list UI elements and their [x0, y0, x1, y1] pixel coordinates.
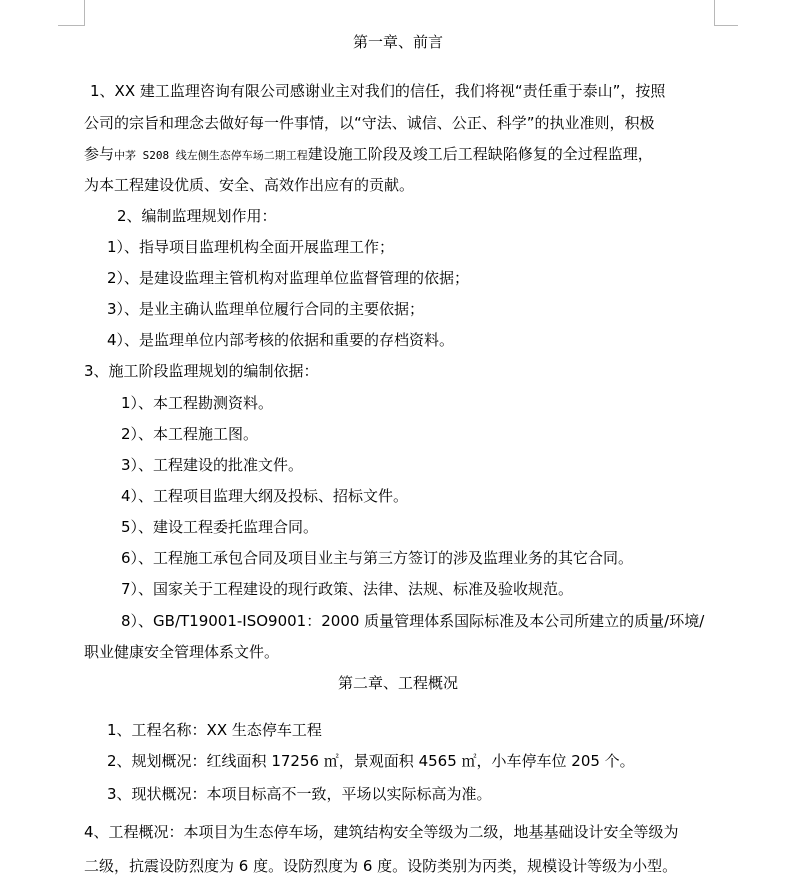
intro-line-4: 为本工程建设优质、安全、高效作出应有的贡献。 [84, 176, 415, 194]
intro-line-2: 公司的宗旨和理念去做好每一件事情，以“守法、诚信、公正、科学”的执业准则，积极 [84, 114, 655, 132]
overview-item-2: 2、规划概况：红线面积 17256 ㎡，景观面积 4565 ㎡，小车停车位 205 个。 [107, 752, 635, 770]
overview-item-3: 3、现状概况：本项目标高不一致，平场以实际标高为准。 [107, 785, 492, 803]
overview-p4-line-2: 二级，抗震设防烈度为 6 度。设防烈度为 6 度。设防类别为丙类，规模设计等级为小型。 [84, 857, 678, 875]
intro-line-1: 1、XX 建工监理咨询有限公司感谢业主对我们的信任，我们将视“责任重于泰山”，按照 [90, 82, 666, 100]
section3-item-3: 3）、工程建设的批准文件。 [121, 456, 304, 474]
intro-line-3-tail: 建设施工阶段及竣工后工程缺陷修复的全过程监理， [307, 145, 653, 163]
section2-item-3: 3）、是业主确认监理单位履行合同的主要依据； [107, 300, 425, 318]
section3-item-2: 2）、本工程施工图。 [121, 425, 259, 443]
crop-mark-top-left-vertical [84, 0, 85, 26]
section2-item-2: 2）、是建设监理主管机构对监理单位监督管理的依据； [107, 269, 470, 287]
section3-item-6: 6）、工程施工承包合同及项目业主与第三方签订的涉及监理业务的其它合同。 [121, 549, 634, 567]
section3-item-8: 8）、GB/T19001-ISO9001：2000 质量管理体系国际标准及本公司所建立的质量/环境/ [121, 612, 705, 630]
crop-mark-top-right-vertical [714, 0, 715, 26]
section2-title: 2、编制监理规划作用： [117, 207, 277, 225]
overview-item-1: 1、工程名称：XX 生态停车工程 [107, 721, 322, 739]
section3-item-8-cont: 职业健康安全管理体系文件。 [84, 643, 280, 661]
section3-item-7: 7）、国家关于工程建设的现行政策、法律、法规、标准及验收规范。 [121, 580, 574, 598]
section3-title: 3、施工阶段监理规划的编制依据： [84, 362, 319, 380]
section3-item-1: 1）、本工程勘测资料。 [121, 394, 274, 412]
section3-item-4: 4）、工程项目监理大纲及投标、招标文件。 [121, 487, 409, 505]
section2-item-1: 1）、指导项目监理机构全面开展监理工作； [107, 238, 395, 256]
intro-line-3 [84, 144, 653, 166]
overview-p4-line-1: 4、工程概况：本项目为生态停车场，建筑结构安全等级为二级，地基基础设计安全等级为 [84, 823, 679, 841]
intro-line-3-lead: 参与 [84, 145, 115, 163]
section2-item-4: 4）、是监理单位内部考核的依据和重要的存档资料。 [107, 331, 455, 349]
chapter2-title: 第二章、工程概况 [337, 674, 458, 692]
project-name: 中茅 S208 线左侧生态停车场二期工程 [114, 149, 308, 162]
chapter1-title: 第一章、前言 [352, 33, 443, 51]
section3-item-5: 5）、建设工程委托监理合同。 [121, 518, 319, 536]
crop-mark-top-right-horizontal [714, 25, 738, 26]
crop-mark-top-left-horizontal [58, 25, 85, 26]
